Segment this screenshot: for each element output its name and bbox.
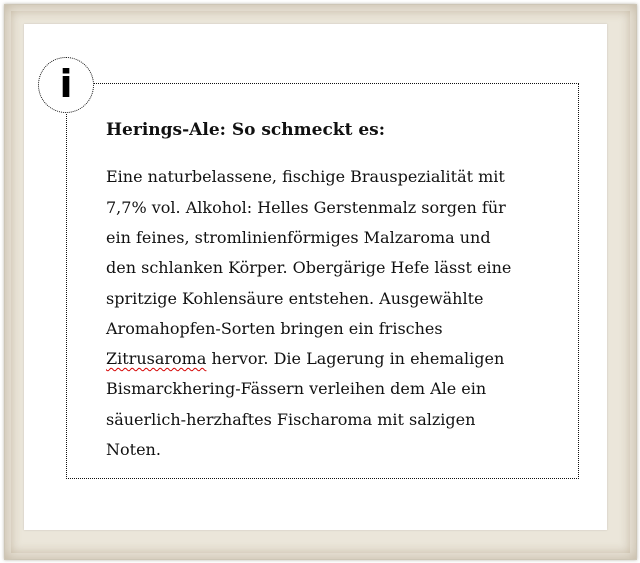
body-line-4: den schlanken Körper. Obergärige Hefe lässt eine	[106, 258, 512, 278]
misspelled-word[interactable]: Zitrusaroma	[106, 349, 207, 369]
body-line-1: Eine naturbelassene, fischige Brauspezialität mit	[106, 167, 505, 187]
body-line-5: spritzige Kohlensäure entstehen. Ausgewählte	[106, 288, 484, 308]
info-content	[106, 120, 566, 465]
info-icon	[38, 57, 94, 113]
body-text	[106, 162, 566, 465]
heading: Herings-Ale: So schmeckt es:	[106, 120, 386, 140]
body-line-8: Bismarckhering-Fässern verleihen dem Ale ein	[106, 379, 487, 399]
body-line-7	[106, 344, 566, 374]
body-line-9: säuerlich-herzhaftes Fischaroma mit salzigen	[106, 409, 476, 429]
info-glyph: i	[59, 62, 73, 106]
body-line-7-rest: hervor. Die Lagerung in ehemaligen	[206, 349, 505, 369]
body-line-2: 7,7% vol. Alkohol: Helles Gerstenmalz sorgen für	[106, 197, 506, 217]
body-line-3: ein feines, stromlinienförmiges Malzaroma und	[106, 227, 491, 247]
body-line-10: Noten.	[106, 440, 161, 460]
body-line-6: Aromahopfen-Sorten bringen ein frisches	[106, 318, 443, 338]
